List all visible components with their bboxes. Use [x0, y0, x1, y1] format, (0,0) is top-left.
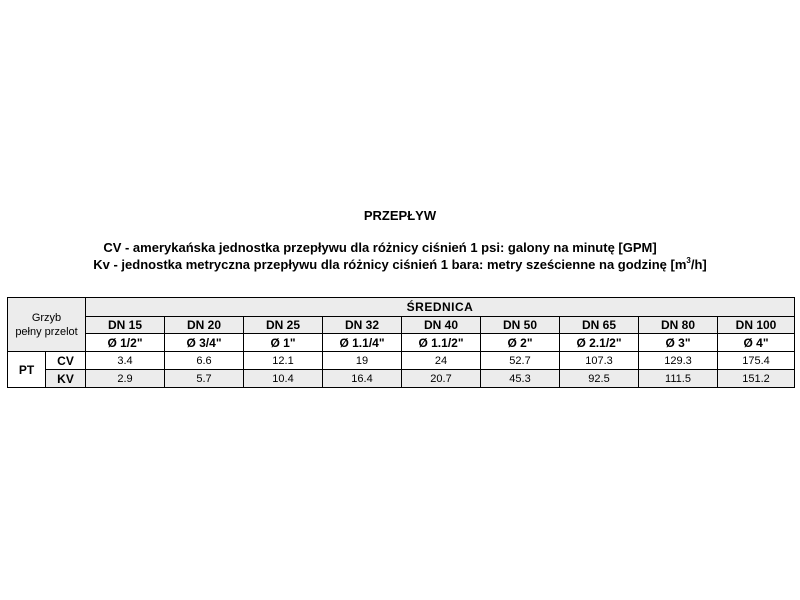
dn-header-cell: DN 40 — [402, 317, 481, 334]
subtitle-kv-suffix: /h] — [690, 257, 707, 272]
table-cell: 52.7 — [481, 352, 560, 370]
inch-header-cell: Ø 1" — [244, 334, 323, 352]
table-row-cv — [8, 352, 795, 370]
table-cell: 20.7 — [402, 370, 481, 388]
corner-label-grzyb: Grzyb — [31, 311, 62, 324]
inch-header-cell: Ø 1.1/4" — [323, 334, 402, 352]
table-cell: 3.4 — [86, 352, 165, 370]
table-cell: 6.6 — [165, 352, 244, 370]
table-cell: 129.3 — [639, 352, 718, 370]
page-title: PRZEPŁYW — [363, 208, 437, 223]
subtitle-kv — [0, 257, 800, 273]
table-cell: 12.1 — [244, 352, 323, 370]
corner-label-przelot: pełny przelot — [15, 325, 78, 338]
dn-header-cell: DN 20 — [165, 317, 244, 334]
inch-header-cell: Ø 2" — [481, 334, 560, 352]
dn-header-cell: DN 65 — [560, 317, 639, 334]
table-corner-header — [8, 298, 86, 352]
dn-header-cell: DN 32 — [323, 317, 402, 334]
dn-header-cell: DN 50 — [481, 317, 560, 334]
inch-header-cell: Ø 4" — [718, 334, 795, 352]
dn-header-cell: DN 100 — [718, 317, 795, 334]
inch-header-cell: Ø 1.1/2" — [402, 334, 481, 352]
flow-table — [7, 297, 795, 388]
table-cell: 151.2 — [718, 370, 795, 388]
table-cell: 2.9 — [86, 370, 165, 388]
table-cell: 92.5 — [560, 370, 639, 388]
inch-header-cell: Ø 3/4" — [165, 334, 244, 352]
unit-label-kv: KV — [46, 370, 86, 388]
inch-header-cell: Ø 2.1/2" — [560, 334, 639, 352]
table-cell: 16.4 — [323, 370, 402, 388]
srednica-header: ŚREDNICA — [86, 298, 795, 317]
table-cell: 175.4 — [718, 352, 795, 370]
inch-header-cell: Ø 1/2" — [86, 334, 165, 352]
dn-header-row — [8, 317, 795, 334]
subtitle-kv-text: Kv - jednostka metryczna przepływu dla różnicy ciśnień 1 bara: metry sześcienne na godzinę [m — [93, 257, 687, 272]
row-group-label: PT — [8, 352, 46, 388]
table-cell: 45.3 — [481, 370, 560, 388]
table-cell: 10.4 — [244, 370, 323, 388]
subtitle-kv-superscript: 3 — [686, 256, 691, 265]
table-row-kv — [8, 370, 795, 388]
table-cell: 19 — [323, 352, 402, 370]
dn-header-cell: DN 80 — [639, 317, 718, 334]
subtitle-cv: CV - amerykańska jednostka przepływu dla różnicy ciśnień 1 psi: galony na minutę [GPM] — [103, 240, 657, 255]
dn-header-cell: DN 15 — [86, 317, 165, 334]
inch-header-cell: Ø 3" — [639, 334, 718, 352]
table-cell: 107.3 — [560, 352, 639, 370]
inch-header-row — [8, 334, 795, 352]
unit-label-cv: CV — [46, 352, 86, 370]
table-cell: 5.7 — [165, 370, 244, 388]
dn-header-cell: DN 25 — [244, 317, 323, 334]
table-cell: 24 — [402, 352, 481, 370]
table-cell: 111.5 — [639, 370, 718, 388]
